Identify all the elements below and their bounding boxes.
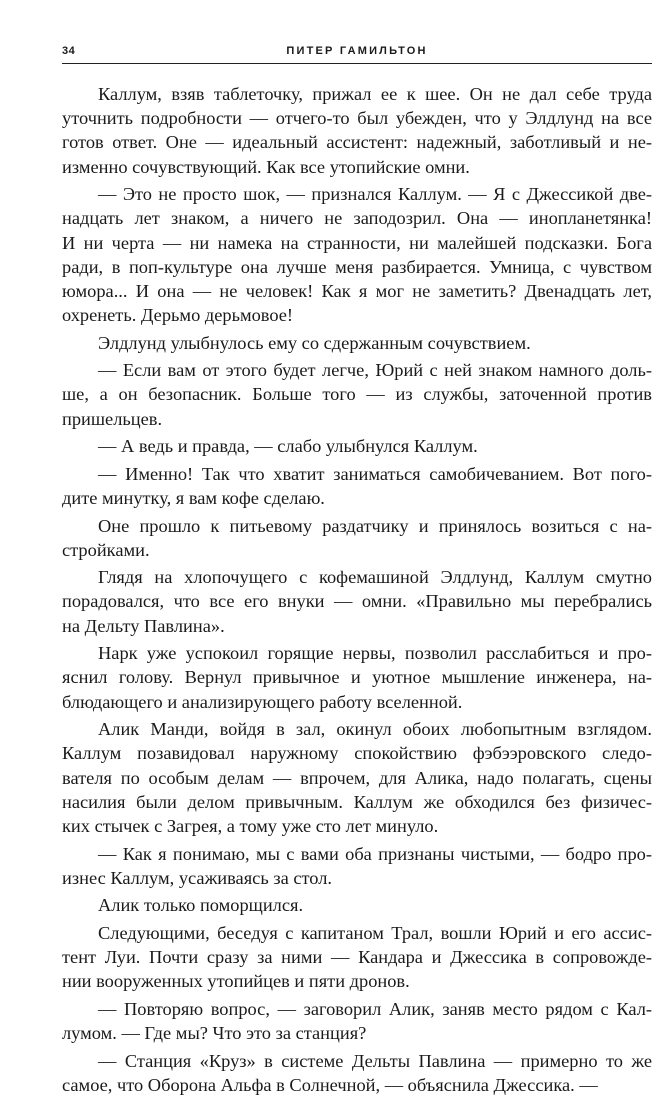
text-line: лумом. — Где мы? Что это за станция? (62, 1023, 367, 1044)
text-line: Алик Манди, войдя в зал, окинул обоих любопытным взглядом. (98, 719, 652, 740)
text-line: стройками. (62, 539, 150, 560)
text-line: Глядя на хлопочущего с кофемашиной Элдлунд, Каллум смутно (98, 567, 652, 588)
text-line: уточнить подробности — отчего-то был убежден, что у Элдлунд на все (62, 108, 652, 129)
page-number: 34 (62, 45, 76, 57)
running-head-author: ПИТЕР ГАМИЛЬТОН (286, 45, 428, 57)
paragraph (62, 893, 652, 917)
text-line: Каллум, взяв таблеточку, прижал ее к шее. Он не дал себе труда (98, 84, 652, 104)
text-line: Следующими, беседуя с капитаном Трал, вошли Юрий и его ассис- (98, 922, 652, 943)
paragraph (62, 641, 652, 714)
text-line: на Дельту Павлина». (62, 615, 225, 636)
paragraph (62, 82, 652, 179)
text-line: вателя по особым делам — впрочем, для Алика, надо полагать, сцены (62, 767, 652, 788)
text-line: — Повторяю вопрос, — заговорил Алик, заняв место рядом с Кал- (98, 998, 652, 1019)
text-line: тент Луи. Почти сразу за ними — Кандара и Джессика в сопровожде- (62, 947, 652, 968)
text-line: Нарк уже успокоил горящие нервы, позволил расслабиться и про- (98, 643, 652, 664)
text-line: — Именно! Так что хватит заниматься самобичеванием. Вот пого- (98, 463, 652, 484)
text-line: Элдлунд улыбнулось ему со сдержанным сочувствием. (98, 332, 531, 353)
text-line: охренеть. Дерьмо дерьмовое! (62, 305, 294, 326)
text-line: блюдающего и анализирующего работу вселенной. (62, 691, 463, 712)
text-line: ких стычек с Загрея, а тому уже сто лет минуло. (62, 815, 439, 836)
text-line: — А ведь и правда, — слабо улыбнулся Каллум. (98, 436, 478, 457)
paragraph (62, 331, 652, 355)
paragraph (62, 514, 652, 562)
text-line: изменно сочувствующий. Как все утопийские омни. (62, 156, 470, 177)
paragraph (62, 462, 652, 510)
text-line: — Если вам от этого будет легче, Юрий с ней знаком намного доль- (98, 360, 652, 381)
paragraph (62, 434, 652, 458)
text-line: Оне прошло к питьевому раздатчику и принялось возиться с на- (98, 515, 652, 536)
text-line: — Как я понимаю, мы с вами оба признаны чистыми, — бодро про- (98, 843, 652, 864)
text-line: дите минутку, я вам кофе сделаю. (62, 487, 325, 508)
text-line: юмора... И она — не человек! Как я мог не заметить? Двенадцать лет, (62, 280, 652, 301)
paragraph (62, 358, 652, 431)
paragraph (62, 921, 652, 994)
text-line: изнес Каллум, усаживаясь за стол. (62, 867, 333, 888)
text-line: Алик только поморщился. (98, 895, 304, 916)
text-line: Каллум позавидовал наружному спокойствию фэбээровского следо- (62, 743, 652, 764)
text-line: — Это не просто шок, — признался Каллум. — Я с Джессикой две- (98, 184, 652, 205)
paragraph (62, 565, 652, 638)
running-head (62, 41, 652, 64)
text-line: насилия были делом привычным. Каллум же обходился без физичес- (62, 791, 652, 812)
text-line: И ни черта — ни намека на странности, ни малейшей подсказки. Бога (62, 232, 652, 253)
paragraph (62, 1049, 652, 1097)
text-line: нии вооруженных утопийцев и пяти дронов. (62, 971, 410, 992)
text-line: самое, что Оборона Альфа в Солнечной, — объяснила Джессика. — (62, 1074, 598, 1095)
paragraph (62, 182, 652, 327)
paragraph (62, 717, 652, 838)
text-line: яснил голову. Вернул привычное и уютное мышление инженера, на- (62, 667, 652, 688)
text-line: пришельцев. (62, 408, 163, 429)
text-line: готов ответ. Оне — идеальный ассистент: надежный, заботливый и не- (62, 132, 652, 153)
text-line: — Станция «Круз» в системе Дельты Павлина — примерно то же (98, 1050, 652, 1071)
text-line: ше, а он безопасник. Больше того — из службы, заточенной против (62, 384, 652, 405)
paragraph (62, 842, 652, 890)
body-text (62, 82, 652, 1100)
text-line: ради, в поп-культуре она лучше меня разбирается. Умница, с чувством (62, 256, 652, 277)
paragraph (62, 997, 652, 1045)
text-line: порадовался, что все его внуки — омни. «Правильно мы перебрались (62, 591, 652, 612)
text-line: надцать лет знаком, а ничего не заподозрил. Она — инопланетянка! (62, 208, 652, 229)
